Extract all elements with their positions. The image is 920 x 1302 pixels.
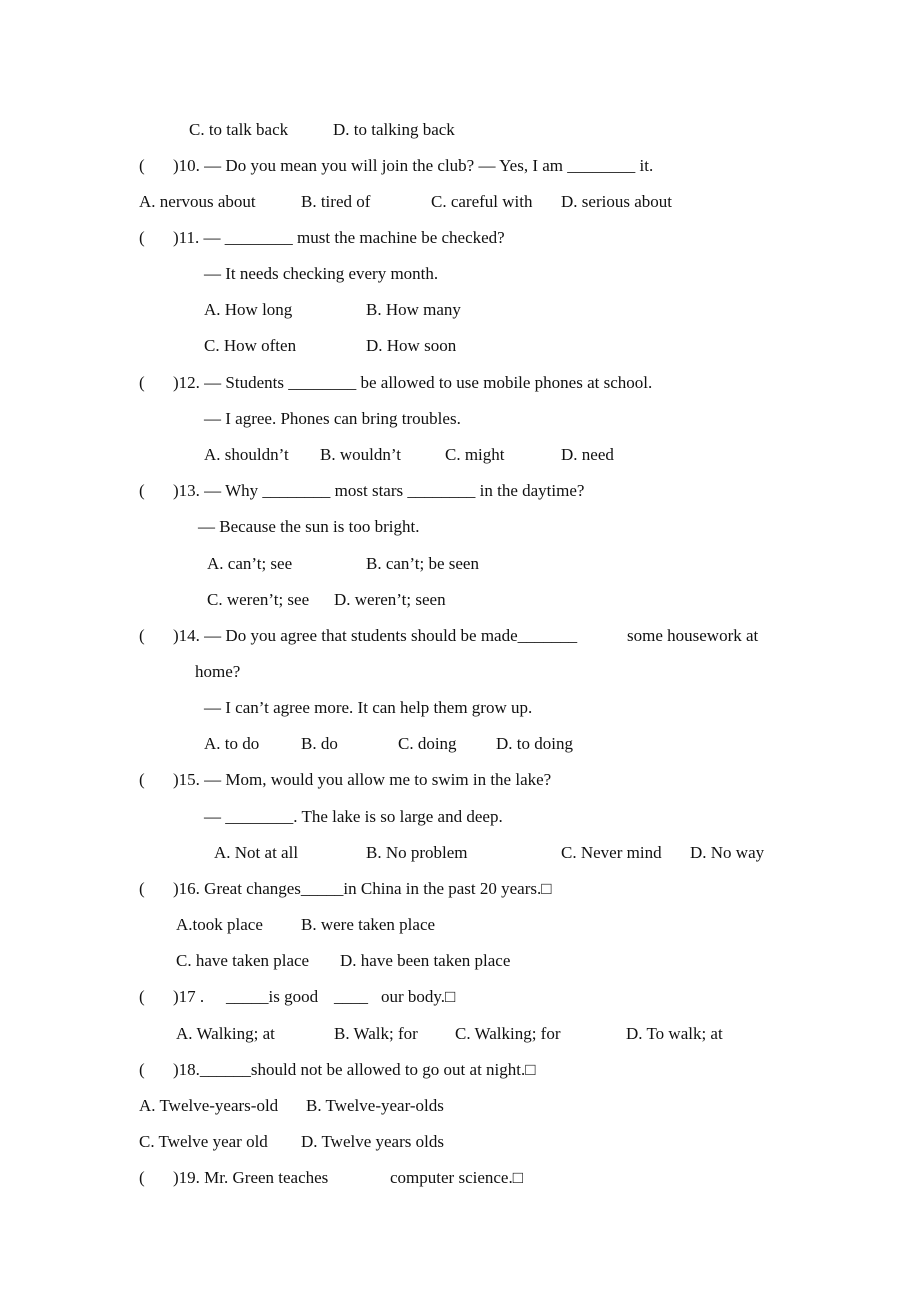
text-line — [0, 986, 920, 1008]
text-line — [0, 842, 920, 864]
answer-option: A. Not at all — [214, 843, 299, 862]
answer-option: C. weren’t; see — [207, 590, 310, 609]
answer-option: C. to talk back — [189, 120, 289, 139]
answer-option: B. do — [301, 734, 338, 753]
answer-bracket: ( — [139, 770, 145, 789]
answer-option: D. No way — [690, 843, 765, 862]
answer-option: D. have been taken place — [340, 951, 511, 970]
text-line — [0, 1095, 920, 1117]
question-text: )17 . — [173, 987, 205, 1006]
question-text: )12. — Students ________ be allowed to use mobile phones at school. — [173, 373, 653, 392]
text-line — [0, 1167, 920, 1189]
answer-option: D. serious about — [561, 192, 672, 211]
question-text: — ________. The lake is so large and deep. — [204, 807, 503, 826]
text-line — [0, 1059, 920, 1081]
text-line — [0, 733, 920, 755]
text-line — [0, 480, 920, 502]
question-text: — It needs checking every month. — [204, 264, 439, 283]
text-line — [0, 191, 920, 213]
answer-option: A. nervous about — [139, 192, 256, 211]
question-text: )16. Great changes_____in China in the past 20 years.□ — [173, 879, 552, 898]
text-line — [0, 914, 920, 936]
answer-bracket: ( — [139, 156, 145, 175]
answer-bracket: ( — [139, 1060, 145, 1079]
text-line — [0, 444, 920, 466]
answer-option: A. can’t; see — [207, 554, 293, 573]
answer-option: C. How often — [204, 336, 297, 355]
answer-option: A. to do — [204, 734, 260, 753]
question-text: _____is good — [226, 987, 319, 1006]
text-line — [0, 661, 920, 683]
answer-option: B. Twelve-year-olds — [306, 1096, 444, 1115]
text-line — [0, 227, 920, 249]
answer-option: B. can’t; be seen — [366, 554, 479, 573]
text-line — [0, 263, 920, 285]
answer-bracket: ( — [139, 373, 145, 392]
question-text: )18.______should not be allowed to go out at night.□ — [173, 1060, 536, 1079]
question-text: )14. — Do you agree that students should be made_______ — [173, 626, 578, 645]
answer-option: D. To walk; at — [626, 1024, 723, 1043]
question-text: )13. — Why ________ most stars ________ in the daytime? — [173, 481, 585, 500]
text-line — [0, 625, 920, 647]
answer-option: D. to doing — [496, 734, 573, 753]
answer-bracket: ( — [139, 879, 145, 898]
answer-bracket: ( — [139, 228, 145, 247]
answer-option: B. wouldn’t — [320, 445, 401, 464]
text-line — [0, 119, 920, 141]
answer-option: A. How long — [204, 300, 293, 319]
text-line — [0, 769, 920, 791]
answer-option: C. careful with — [431, 192, 533, 211]
answer-option: A. Walking; at — [176, 1024, 275, 1043]
text-line — [0, 697, 920, 719]
answer-option: B. Walk; for — [334, 1024, 418, 1043]
answer-bracket: ( — [139, 626, 145, 645]
question-text: )15. — Mom, would you allow me to swim in the lake? — [173, 770, 552, 789]
answer-option: D. need — [561, 445, 614, 464]
answer-option: B. tired of — [301, 192, 371, 211]
answer-option: C. Twelve year old — [139, 1132, 268, 1151]
answer-bracket: ( — [139, 987, 145, 1006]
text-line — [0, 950, 920, 972]
text-line — [0, 516, 920, 538]
answer-option: C. Never mind — [561, 843, 662, 862]
answer-option: B. were taken place — [301, 915, 436, 934]
answer-option: D. weren’t; seen — [334, 590, 446, 609]
text-line — [0, 1131, 920, 1153]
question-text: our body.□ — [381, 987, 456, 1006]
text-line — [0, 878, 920, 900]
answer-option: C. might — [445, 445, 505, 464]
answer-option: B. How many — [366, 300, 461, 319]
question-text: )10. — Do you mean you will join the club? — Yes, I am ________ it. — [173, 156, 654, 175]
answer-option: C. have taken place — [176, 951, 310, 970]
question-text: — I can’t agree more. It can help them grow up. — [204, 698, 533, 717]
answer-option: A. shouldn’t — [204, 445, 289, 464]
answer-option: D. Twelve years olds — [301, 1132, 444, 1151]
text-line — [0, 155, 920, 177]
text-line — [0, 299, 920, 321]
question-text: ____ — [334, 987, 368, 1006]
question-text: — I agree. Phones can bring troubles. — [204, 409, 461, 428]
text-line — [0, 553, 920, 575]
text-line — [0, 335, 920, 357]
text-line — [0, 372, 920, 394]
answer-option: C. doing — [398, 734, 457, 753]
question-text: computer science.□ — [390, 1168, 523, 1187]
answer-option: A.took place — [176, 915, 263, 934]
answer-option: D. to talking back — [333, 120, 455, 139]
question-text: home? — [195, 662, 241, 681]
answer-option: A. Twelve-years-old — [139, 1096, 279, 1115]
question-text: some housework at — [627, 626, 759, 645]
question-text: — Because the sun is too bright. — [198, 517, 420, 536]
text-line — [0, 1023, 920, 1045]
answer-option: B. No problem — [366, 843, 468, 862]
answer-bracket: ( — [139, 481, 145, 500]
answer-option: D. How soon — [366, 336, 457, 355]
answer-option: C. Walking; for — [455, 1024, 561, 1043]
question-text: )19. Mr. Green teaches — [173, 1168, 329, 1187]
text-line — [0, 806, 920, 828]
answer-bracket: ( — [139, 1168, 145, 1187]
text-line — [0, 589, 920, 611]
text-line — [0, 408, 920, 430]
question-text: )11. — ________ must the machine be checked? — [173, 228, 505, 247]
